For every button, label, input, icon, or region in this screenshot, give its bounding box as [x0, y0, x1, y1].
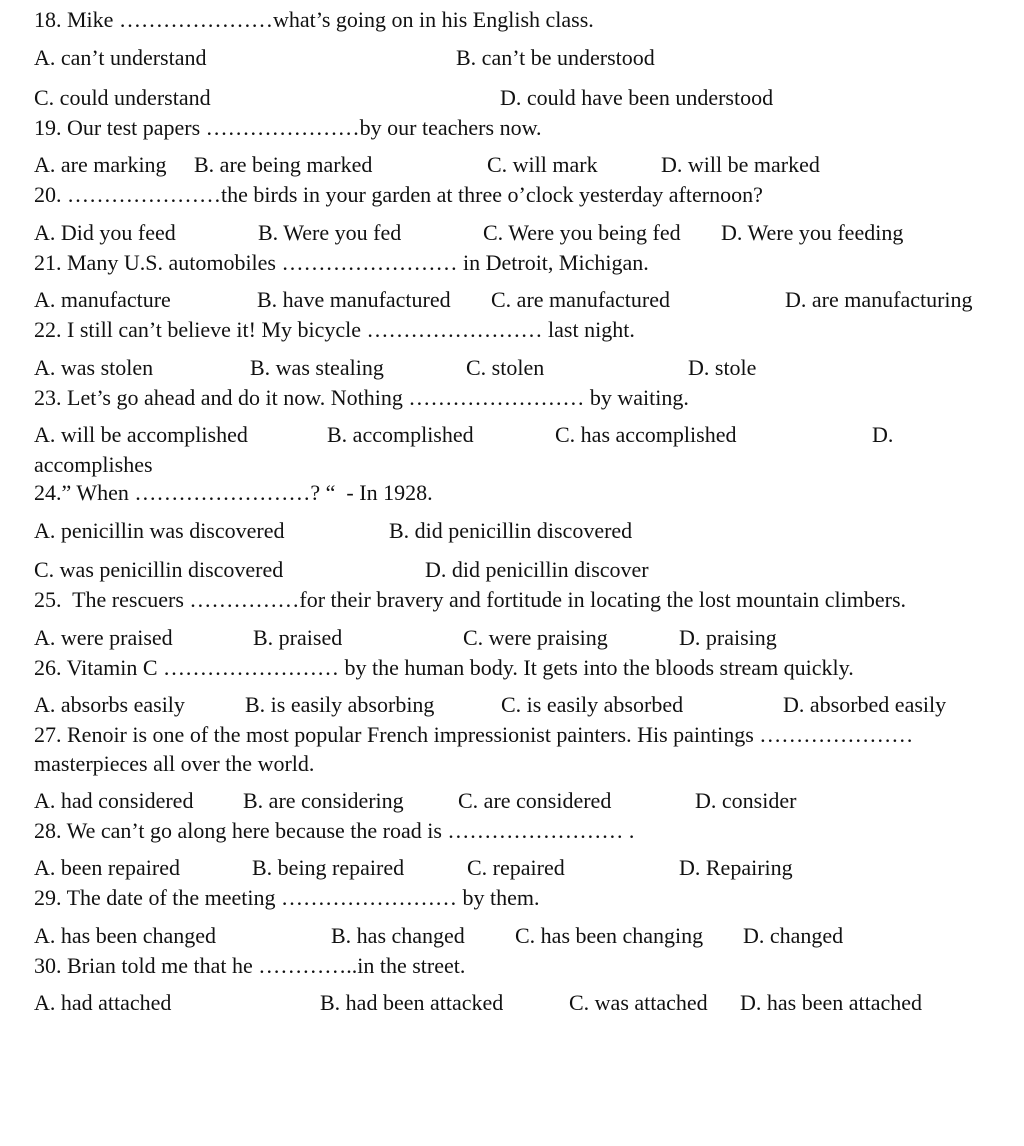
option-d[interactable]: D. has been attached [740, 990, 923, 1015]
option-d[interactable]: D. will be marked [661, 152, 820, 177]
question-19-options [34, 152, 1014, 178]
option-b[interactable]: B. Were you fed [258, 220, 402, 245]
top-cutoff-line [34, 0, 266, 2]
question-24-options [34, 518, 1014, 544]
question-25-stem: 25. The rescuers ……………for their bravery and fortitude in locating the lost mountain climbers. [34, 587, 907, 612]
option-d[interactable]: D. praising [679, 625, 777, 650]
option-c[interactable]: C. is easily absorbed [501, 692, 684, 717]
option-a[interactable]: A. are marking [34, 152, 167, 177]
question-26-options [34, 692, 1014, 718]
option-c[interactable]: C. were praising [463, 625, 608, 650]
question-24-options-row2 [34, 557, 1014, 583]
question-30-options [34, 990, 1014, 1016]
option-a[interactable]: A. was stolen [34, 355, 154, 380]
option-d[interactable]: D. absorbed easily [783, 692, 947, 717]
option-c[interactable]: C. repaired [467, 855, 565, 880]
option-b[interactable]: B. praised [253, 625, 343, 650]
option-d[interactable]: D. did penicillin discover [425, 557, 649, 582]
question-21-options [34, 287, 1019, 313]
question-18-stem: 18. Mike …………………what’s going on in his English class. [34, 7, 594, 32]
section-ii-heading-cutoff [34, 1055, 1024, 1067]
question-20-stem: 20. …………………the birds in your garden at three o’clock yesterday afternoon? [34, 182, 763, 207]
option-c[interactable]: C. could understand [34, 85, 211, 110]
question-28-stem: 28. We can’t go along here because the road is …………………… . [34, 818, 635, 843]
question-30-stem: 30. Brian told me that he …………..in the street. [34, 953, 466, 978]
option-a[interactable]: A. has been changed [34, 923, 217, 948]
option-d[interactable]: D. could have been understood [500, 85, 774, 110]
question-25-options [34, 625, 1014, 651]
option-c[interactable]: C. will mark [487, 152, 598, 177]
option-c[interactable]: C. was attached [569, 990, 708, 1015]
option-c[interactable]: C. has accomplished [555, 422, 737, 447]
question-27-stem-continued: masterpieces all over the world. [34, 751, 315, 776]
option-d[interactable]: D. are manufacturing [785, 287, 973, 312]
question-27-stem: 27. Renoir is one of the most popular French impressionist painters. His paintings ………………… [34, 722, 914, 747]
option-b[interactable]: B. being repaired [252, 855, 405, 880]
option-d[interactable]: D. stole [688, 355, 757, 380]
option-a[interactable]: A. can’t understand [34, 45, 207, 70]
option-c[interactable]: C. has been changing [515, 923, 704, 948]
option-d[interactable]: D. [872, 422, 894, 447]
option-b[interactable]: B. can’t be understood [456, 45, 655, 70]
option-c[interactable]: C. Were you being fed [483, 220, 681, 245]
question-28-options [34, 855, 1014, 881]
question-23-option-d-wrap[interactable]: accomplishes [34, 452, 153, 477]
question-29-stem: 29. The date of the meeting …………………… by them. [34, 885, 540, 910]
option-a[interactable]: A. Did you feed [34, 220, 176, 245]
option-c[interactable]: C. stolen [466, 355, 545, 380]
option-b[interactable]: B. are being marked [194, 152, 373, 177]
option-b[interactable]: B. had been attacked [320, 990, 504, 1015]
question-19-stem: 19. Our test papers …………………by our teachers now. [34, 115, 542, 140]
option-c[interactable]: C. was penicillin discovered [34, 557, 284, 582]
option-d[interactable]: D. consider [695, 788, 797, 813]
option-b[interactable]: B. has changed [331, 923, 465, 948]
question-26-stem: 26. Vitamin C …………………… by the human body. It gets into the bloods stream quickly. [34, 655, 854, 680]
option-b[interactable]: B. accomplished [327, 422, 474, 447]
question-22-stem: 22. I still can’t believe it! My bicycle …………………… last night. [34, 317, 635, 342]
question-20-options [34, 220, 1014, 246]
option-d[interactable]: D. Repairing [679, 855, 793, 880]
option-a[interactable]: A. had considered [34, 788, 194, 813]
option-c[interactable]: C. are manufactured [491, 287, 670, 312]
option-a[interactable]: A. penicillin was discovered [34, 518, 285, 543]
option-b[interactable]: B. is easily absorbing [245, 692, 435, 717]
option-b[interactable]: B. are considering [243, 788, 404, 813]
question-24-stem: 24.” When ……………………? “ - In 1928. [34, 480, 433, 505]
option-d[interactable]: D. Were you feeding [721, 220, 904, 245]
question-18-options-row2 [34, 85, 1014, 111]
option-b[interactable]: B. was stealing [250, 355, 384, 380]
option-a[interactable]: A. were praised [34, 625, 173, 650]
question-21-stem: 21. Many U.S. automobiles …………………… in Detroit, Michigan. [34, 250, 649, 275]
question-22-options [34, 355, 1014, 381]
question-27-options [34, 788, 1014, 814]
option-a[interactable]: A. been repaired [34, 855, 180, 880]
question-23-stem: 23. Let’s go ahead and do it now. Nothing …………………… by waiting. [34, 385, 689, 410]
question-18-options [34, 45, 1014, 71]
option-c[interactable]: C. are considered [458, 788, 612, 813]
option-b[interactable]: B. did penicillin discovered [389, 518, 633, 543]
question-29-options [34, 923, 1014, 949]
question-23-options [34, 422, 1014, 448]
option-a[interactable]: A. absorbs easily [34, 692, 185, 717]
option-b[interactable]: B. have manufactured [257, 287, 451, 312]
option-d[interactable]: D. changed [743, 923, 844, 948]
option-a[interactable]: A. will be accomplished [34, 422, 248, 447]
option-a[interactable]: A. had attached [34, 990, 172, 1015]
option-a[interactable]: A. manufacture [34, 287, 171, 312]
